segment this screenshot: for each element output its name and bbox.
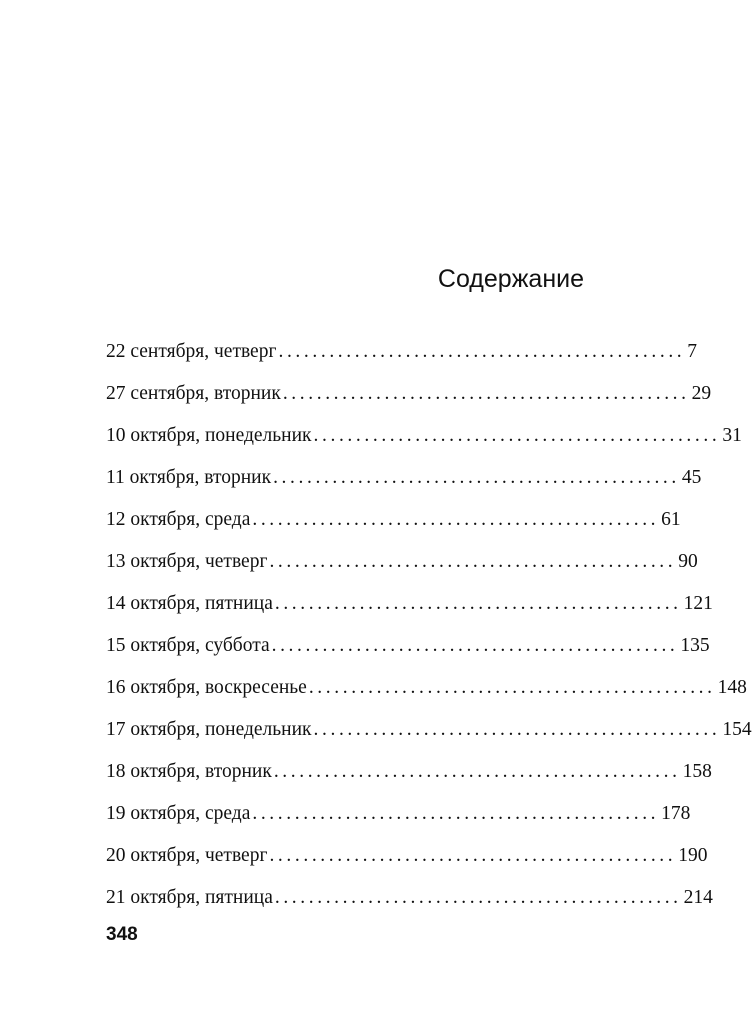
toc-entry-title: 18 октября, вторник [106, 761, 272, 782]
dot-leader: ................................................ [252, 509, 660, 530]
toc-entry[interactable] [106, 415, 742, 457]
toc-entry-page: 214 [683, 887, 713, 908]
toc-entry-page: 90 [678, 551, 698, 572]
toc-heading: Содержание [437, 265, 584, 293]
toc-entry[interactable] [106, 877, 713, 919]
toc-entry-title: 14 октября, пятница [106, 593, 273, 614]
dot-leader: ................................................ [274, 887, 682, 908]
toc-entry-title: 12 октября, среда [106, 509, 251, 530]
dot-leader: ................................................ [269, 551, 677, 572]
toc-entry-title: 16 октября, воскресенье [106, 677, 307, 698]
toc-entry[interactable] [106, 835, 708, 877]
toc-entry-title: 27 сентября, вторник [106, 383, 281, 404]
toc-entry-page: 178 [661, 803, 691, 824]
page-number: 348 [106, 924, 138, 945]
toc-entry[interactable] [106, 541, 698, 583]
toc-entry-page: 31 [722, 425, 742, 446]
toc-entry-page: 29 [691, 383, 712, 404]
toc-entry-page: 45 [681, 467, 702, 488]
dot-leader: ................................................ [252, 803, 660, 824]
toc-entry-page: 7 [687, 341, 698, 362]
toc-entry[interactable] [106, 499, 681, 541]
toc-entry-title: 11 октября, вторник [106, 467, 272, 488]
toc-entry[interactable] [106, 457, 702, 499]
toc-entry-title: 19 октября, среда [106, 803, 251, 824]
toc-entry[interactable] [106, 709, 752, 751]
toc-entry-page: 154 [722, 719, 752, 740]
toc-entry-page: 158 [682, 761, 712, 782]
dot-leader: ................................................ [271, 635, 679, 656]
toc-entry[interactable] [106, 793, 691, 835]
dot-leader: ................................................ [282, 383, 690, 404]
toc-entry-title: 10 октября, понедельник [106, 425, 312, 446]
toc-entry[interactable] [106, 373, 712, 415]
dot-leader: ................................................ [278, 341, 686, 362]
toc-entry[interactable] [106, 625, 710, 667]
toc-entry-title: 22 сентября, четверг [106, 341, 277, 362]
toc-entry-page: 61 [661, 509, 681, 530]
toc-entry[interactable] [106, 667, 747, 709]
table-of-contents [106, 331, 752, 919]
toc-entry-page: 190 [678, 845, 708, 866]
dot-leader: ................................................ [273, 467, 680, 488]
toc-entry[interactable] [106, 331, 698, 373]
toc-entry-title: 20 октября, четверг [106, 845, 268, 866]
toc-entry-page: 148 [717, 677, 747, 698]
dot-leader: ................................................ [313, 425, 721, 446]
toc-entry-title: 13 октября, четверг [106, 551, 268, 572]
dot-leader: ................................................ [274, 593, 682, 614]
toc-entry-page: 135 [680, 635, 710, 656]
toc-entry-title: 21 октября, пятница [106, 887, 273, 908]
toc-entry[interactable] [106, 583, 713, 625]
toc-entry-title: 15 октября, суббота [106, 635, 270, 656]
toc-entry[interactable] [106, 751, 712, 793]
dot-leader: ................................................ [308, 677, 716, 698]
toc-entry-title: 17 октября, понедельник [106, 719, 312, 740]
dot-leader: ................................................ [273, 761, 681, 782]
dot-leader: ................................................ [313, 719, 721, 740]
toc-entry-page: 121 [683, 593, 713, 614]
dot-leader: ................................................ [269, 845, 677, 866]
